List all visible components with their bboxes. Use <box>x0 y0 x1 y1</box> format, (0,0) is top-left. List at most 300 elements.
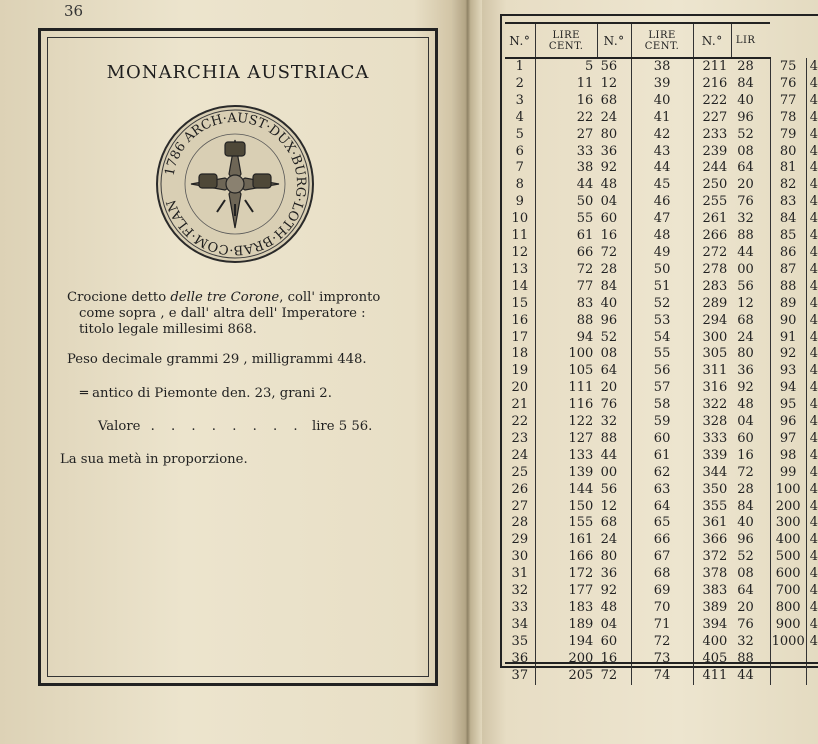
cent-value: 80 <box>731 346 770 363</box>
cent-value: 72 <box>597 668 631 685</box>
row-number: 26 <box>505 482 535 499</box>
row-number: 17 <box>505 330 535 347</box>
cent-value: 80 <box>597 549 631 566</box>
coin-illustration <box>155 104 315 264</box>
row-number: 99 <box>770 465 806 482</box>
row-number: 76 <box>770 76 806 93</box>
lire-value-partial: 4 <box>809 295 818 311</box>
lire-value: 5 <box>584 59 594 74</box>
lire-value-partial <box>806 668 818 685</box>
lire-value-partial: 4 <box>809 583 818 599</box>
lire-value: 66 <box>576 244 594 260</box>
lire-value-partial: 4 <box>809 75 818 91</box>
lire-value: 172 <box>568 566 594 582</box>
cent-value: 76 <box>731 617 770 634</box>
table-row <box>505 397 818 414</box>
lire-value: 278 <box>702 261 728 277</box>
row-number: 85 <box>770 228 806 245</box>
cent-value: 12 <box>597 76 631 93</box>
lire-value: 355 <box>702 498 728 514</box>
cent-value: 12 <box>597 499 631 516</box>
row-number: 7 <box>505 160 535 177</box>
lire-value-partial: 4 <box>809 380 818 396</box>
row-number <box>770 651 806 668</box>
cent-value: 52 <box>597 330 631 347</box>
row-number: 62 <box>631 465 693 482</box>
header-lire-cent-1: LIRE CENT. <box>535 23 597 58</box>
cent-value: 04 <box>597 194 631 211</box>
lire-value: 44 <box>576 177 594 193</box>
table-row <box>505 262 818 279</box>
row-number: 100 <box>770 482 806 499</box>
lire-value: 55 <box>576 211 594 227</box>
lire-value: 111 <box>568 380 594 396</box>
lire-value: 361 <box>702 515 728 531</box>
row-number: 86 <box>770 245 806 262</box>
lire-value: 300 <box>702 329 728 345</box>
lire-value: 161 <box>568 532 594 548</box>
table-row <box>505 414 818 431</box>
row-number: 42 <box>631 127 693 144</box>
table-row <box>505 228 818 245</box>
lire-value: 294 <box>702 312 728 328</box>
header-lire-cent-2: LIRE CENT. <box>631 23 693 58</box>
cent-value: 72 <box>597 245 631 262</box>
lire-value-partial: 4 <box>809 532 818 548</box>
row-number: 93 <box>770 363 806 380</box>
row-number: 6 <box>505 144 535 161</box>
cent-value: 24 <box>597 532 631 549</box>
cent-value: 88 <box>731 651 770 668</box>
cent-value: 04 <box>597 617 631 634</box>
table-row <box>505 380 818 397</box>
lire-value: 77 <box>576 278 594 294</box>
cent-value: 84 <box>597 279 631 296</box>
cent-value: 08 <box>731 144 770 161</box>
lire-value: 150 <box>568 498 594 514</box>
row-number: 55 <box>631 346 693 363</box>
lire-value-partial: 4 <box>809 346 818 362</box>
lire-value: 11 <box>576 75 594 91</box>
row-number: 43 <box>631 144 693 161</box>
row-number: 97 <box>770 431 806 448</box>
cent-value: 76 <box>597 397 631 414</box>
description-line-1: Crocione detto delle tre Corone, coll' impronto <box>67 290 381 305</box>
row-number: 92 <box>770 346 806 363</box>
lire-value: 372 <box>702 549 728 565</box>
row-number: 58 <box>631 397 693 414</box>
lire-value: 177 <box>568 583 594 599</box>
row-number: 21 <box>505 397 535 414</box>
row-number: 78 <box>770 110 806 127</box>
row-number: 44 <box>631 160 693 177</box>
lire-value: 127 <box>568 430 594 446</box>
table-row <box>505 482 818 499</box>
lire-value: 22 <box>576 109 594 125</box>
row-number: 87 <box>770 262 806 279</box>
row-number: 79 <box>770 127 806 144</box>
lire-value-partial: 4 <box>809 549 818 565</box>
cent-value: 16 <box>731 448 770 465</box>
cent-value: 76 <box>731 194 770 211</box>
lire-value: 216 <box>702 75 728 91</box>
row-number: 300 <box>770 515 806 532</box>
lire-value-partial: 4 <box>809 414 818 430</box>
lire-value: 383 <box>702 583 728 599</box>
lire-value: 244 <box>702 160 728 176</box>
lire-value-partial: 4 <box>809 58 818 74</box>
lire-value: 27 <box>576 126 594 142</box>
lire-value: 389 <box>702 600 728 615</box>
cent-value: 64 <box>597 363 631 380</box>
table-row <box>505 515 818 532</box>
book-gutter <box>452 0 482 744</box>
lire-value: 305 <box>702 346 728 362</box>
row-number <box>770 668 806 685</box>
row-number: 13 <box>505 262 535 279</box>
cent-value: 56 <box>597 58 631 76</box>
lire-value-partial: 4 <box>809 143 818 159</box>
lire-value-partial <box>806 651 818 668</box>
row-number: 25 <box>505 465 535 482</box>
cent-value: 64 <box>731 160 770 177</box>
lire-value: 378 <box>702 566 728 582</box>
lire-value: 16 <box>576 92 594 108</box>
row-number: 33 <box>505 600 535 617</box>
row-number: 36 <box>505 651 535 668</box>
lire-value: 411 <box>702 667 728 683</box>
header-lire-cent-3: LIR <box>731 23 770 58</box>
cent-value: 88 <box>731 228 770 245</box>
row-number: 900 <box>770 617 806 634</box>
table-row <box>505 245 818 262</box>
lire-value: 61 <box>576 228 594 244</box>
row-number: 18 <box>505 346 535 363</box>
row-number: 56 <box>631 363 693 380</box>
lire-value: 139 <box>568 464 594 480</box>
row-number: 12 <box>505 245 535 262</box>
lire-value: 83 <box>576 295 594 311</box>
cent-value: 68 <box>597 93 631 110</box>
lire-value: 400 <box>702 633 728 649</box>
lire-value: 250 <box>702 177 728 193</box>
table-row <box>505 448 818 465</box>
lire-value: 194 <box>568 633 594 649</box>
table-row <box>505 160 818 177</box>
page-title: MONARCHIA AUSTRIACA <box>106 62 370 83</box>
row-number: 2 <box>505 76 535 93</box>
lire-value: 339 <box>702 447 728 463</box>
lire-value: 344 <box>702 464 728 480</box>
row-number: 14 <box>505 279 535 296</box>
row-number: 29 <box>505 532 535 549</box>
table-row <box>505 279 818 296</box>
row-number: 3 <box>505 93 535 110</box>
lire-value-partial: 4 <box>809 244 818 260</box>
cent-value: 96 <box>731 110 770 127</box>
cent-value: 52 <box>731 127 770 144</box>
row-number: 77 <box>770 93 806 110</box>
table-row <box>505 177 818 194</box>
lire-value: 88 <box>576 312 594 328</box>
table-row <box>505 549 818 566</box>
row-number: 16 <box>505 313 535 330</box>
row-number: 98 <box>770 448 806 465</box>
lire-value-partial: 4 <box>809 515 818 531</box>
value-amount: lire 5 56. <box>312 419 373 434</box>
lire-value-partial: 4 <box>809 481 818 497</box>
row-number: 72 <box>631 634 693 651</box>
cent-value: 36 <box>597 144 631 161</box>
row-number: 400 <box>770 532 806 549</box>
row-number: 4 <box>505 110 535 127</box>
description-line-3: titolo legale millesimi 868. <box>79 322 257 337</box>
row-number: 800 <box>770 600 806 617</box>
table-row <box>505 634 818 651</box>
row-number: 40 <box>631 93 693 110</box>
table-row <box>505 566 818 583</box>
cent-value: 12 <box>731 296 770 313</box>
cent-value: 28 <box>731 482 770 499</box>
row-number: 67 <box>631 549 693 566</box>
cent-value: 84 <box>731 499 770 516</box>
cent-value: 44 <box>731 668 770 685</box>
header-n-1: N.° <box>505 23 535 58</box>
cent-value: 28 <box>731 58 770 76</box>
lire-value: 205 <box>568 667 594 683</box>
lire-value: 222 <box>702 92 728 108</box>
lire-value: 144 <box>568 481 594 497</box>
row-number: 59 <box>631 414 693 431</box>
lire-value: 183 <box>568 600 594 615</box>
row-number: 96 <box>770 414 806 431</box>
table-row <box>505 668 818 685</box>
row-number: 50 <box>631 262 693 279</box>
cent-value: 72 <box>731 465 770 482</box>
lire-value-partial: 4 <box>809 278 818 294</box>
conversion-table <box>505 22 818 685</box>
row-number: 20 <box>505 380 535 397</box>
lire-value-partial: 4 <box>809 464 818 480</box>
row-number: 60 <box>631 431 693 448</box>
row-number: 75 <box>770 58 806 76</box>
row-number: 9 <box>505 194 535 211</box>
cent-value: 56 <box>731 279 770 296</box>
lire-value: 105 <box>568 363 594 379</box>
cent-value: 80 <box>597 127 631 144</box>
lire-value-partial: 4 <box>809 177 818 193</box>
cent-value: 08 <box>597 346 631 363</box>
cent-value: 20 <box>597 380 631 397</box>
cent-value: 92 <box>597 160 631 177</box>
cent-value: 64 <box>731 583 770 600</box>
row-number: 37 <box>505 668 535 685</box>
row-number: 70 <box>631 600 693 617</box>
table-row <box>505 93 818 110</box>
cent-value: 48 <box>597 177 631 194</box>
row-number: 35 <box>505 634 535 651</box>
table-row <box>505 58 818 76</box>
lire-value: 261 <box>702 211 728 227</box>
lire-value: 200 <box>568 650 594 666</box>
table-row <box>505 363 818 380</box>
row-number: 89 <box>770 296 806 313</box>
row-number: 46 <box>631 194 693 211</box>
row-number: 38 <box>631 58 693 76</box>
row-number: 1000 <box>771 633 805 649</box>
row-number: 71 <box>631 617 693 634</box>
weight-line: Peso decimale grammi 29 , milligrammi 448. <box>67 352 367 367</box>
cent-value: 24 <box>731 330 770 347</box>
lire-value: 322 <box>702 397 728 413</box>
coin-inscription: 1786 ARCH·AUST·DUX·BURG·LOTH·BRAB·COM·FLAN <box>162 110 309 258</box>
lire-value: 116 <box>568 397 594 413</box>
row-number: 63 <box>631 482 693 499</box>
row-number: 8 <box>505 177 535 194</box>
cent-value: 16 <box>597 651 631 668</box>
lire-value-partial: 4 <box>809 160 818 176</box>
row-number: 74 <box>631 668 693 685</box>
lire-value: 316 <box>702 380 728 396</box>
lire-value-partial: 4 <box>809 566 818 582</box>
lire-value: 227 <box>702 109 728 125</box>
table-row <box>505 330 818 347</box>
cent-value: 68 <box>731 313 770 330</box>
table-row <box>505 499 818 516</box>
cent-value: 48 <box>731 397 770 414</box>
row-number: 83 <box>770 194 806 211</box>
cent-value: 68 <box>597 515 631 532</box>
row-number: 49 <box>631 245 693 262</box>
lire-value: 311 <box>702 363 728 379</box>
lire-value-partial: 4 <box>809 228 818 244</box>
row-number: 27 <box>505 499 535 516</box>
table-row <box>505 127 818 144</box>
row-number: 64 <box>631 499 693 516</box>
row-number: 19 <box>505 363 535 380</box>
lire-value: 189 <box>568 616 594 632</box>
row-number: 22 <box>505 414 535 431</box>
table-row <box>505 346 818 363</box>
row-number: 48 <box>631 228 693 245</box>
table-row <box>505 296 818 313</box>
cent-value: 04 <box>731 414 770 431</box>
cent-value: 96 <box>597 313 631 330</box>
lire-value-partial: 4 <box>809 447 818 463</box>
row-number: 15 <box>505 296 535 313</box>
lire-value-partial: 4 <box>809 109 818 125</box>
row-number: 52 <box>631 296 693 313</box>
old-weight-line: ═ antico di Piemonte den. 23, grani 2. <box>80 386 332 401</box>
table-row <box>505 313 818 330</box>
row-number: 11 <box>505 228 535 245</box>
lire-value: 272 <box>702 244 728 260</box>
cent-value: 32 <box>731 634 770 651</box>
row-number: 53 <box>631 313 693 330</box>
lire-value: 255 <box>702 194 728 210</box>
row-number: 500 <box>770 549 806 566</box>
row-number: 57 <box>631 380 693 397</box>
table-row <box>505 144 818 161</box>
cent-value: 36 <box>731 363 770 380</box>
lire-value-partial: 4 <box>809 194 818 210</box>
lire-value: 333 <box>702 430 728 446</box>
cent-value: 56 <box>597 482 631 499</box>
lire-value-partial: 4 <box>809 363 818 379</box>
value-line <box>98 419 398 435</box>
row-number: 65 <box>631 515 693 532</box>
table-row <box>505 431 818 448</box>
row-number: 32 <box>505 583 535 600</box>
table-row <box>505 651 818 668</box>
row-number: 200 <box>770 499 806 516</box>
description-line-2: come sopra , e dall' altra dell' Imperatore : <box>79 306 366 321</box>
cent-value: 44 <box>731 245 770 262</box>
lire-value: 100 <box>568 346 594 362</box>
lire-value: 166 <box>568 549 594 565</box>
row-number: 5 <box>505 127 535 144</box>
row-number: 81 <box>770 160 806 177</box>
table-bottom-rule <box>505 662 818 664</box>
row-number: 41 <box>631 110 693 127</box>
table-row <box>505 110 818 127</box>
lire-value-partial: 4 <box>809 616 818 632</box>
row-number: 82 <box>770 177 806 194</box>
cent-value: 60 <box>597 211 631 228</box>
lire-value: 155 <box>568 515 594 531</box>
cent-value: 52 <box>731 549 770 566</box>
table-row <box>505 532 818 549</box>
row-number: 23 <box>505 431 535 448</box>
lire-value-partial: 4 <box>809 126 818 142</box>
row-number: 91 <box>770 330 806 347</box>
lire-value-partial: 4 <box>809 498 818 514</box>
row-number: 10 <box>505 211 535 228</box>
row-number: 24 <box>505 448 535 465</box>
row-number: 94 <box>770 380 806 397</box>
lire-value: 38 <box>576 160 594 176</box>
lire-value: 394 <box>702 616 728 632</box>
lire-value: 211 <box>702 59 728 74</box>
lire-value: 94 <box>576 329 594 345</box>
lire-value-partial: 4 <box>809 600 818 615</box>
row-number: 69 <box>631 583 693 600</box>
cent-value: 92 <box>731 380 770 397</box>
row-number: 600 <box>770 566 806 583</box>
cent-value: 84 <box>731 76 770 93</box>
lire-value: 239 <box>702 143 728 159</box>
table-row <box>505 600 818 617</box>
lire-value: 122 <box>568 414 594 430</box>
row-number: 80 <box>770 144 806 161</box>
row-number: 88 <box>770 279 806 296</box>
lire-value: 283 <box>702 278 728 294</box>
lire-value: 233 <box>702 126 728 142</box>
cent-value: 40 <box>597 296 631 313</box>
table-header-row <box>505 23 818 58</box>
cent-value: 32 <box>597 414 631 431</box>
table-row <box>505 194 818 211</box>
lire-value: 366 <box>702 532 728 548</box>
row-number: 54 <box>631 330 693 347</box>
cent-value: 20 <box>731 177 770 194</box>
lire-value-partial: 4 <box>809 261 818 277</box>
value-dots: . . . . . . . . <box>150 419 304 434</box>
cent-value: 28 <box>597 262 631 279</box>
value-label: Valore <box>98 419 141 434</box>
table-row <box>505 76 818 93</box>
cent-value: 00 <box>597 465 631 482</box>
